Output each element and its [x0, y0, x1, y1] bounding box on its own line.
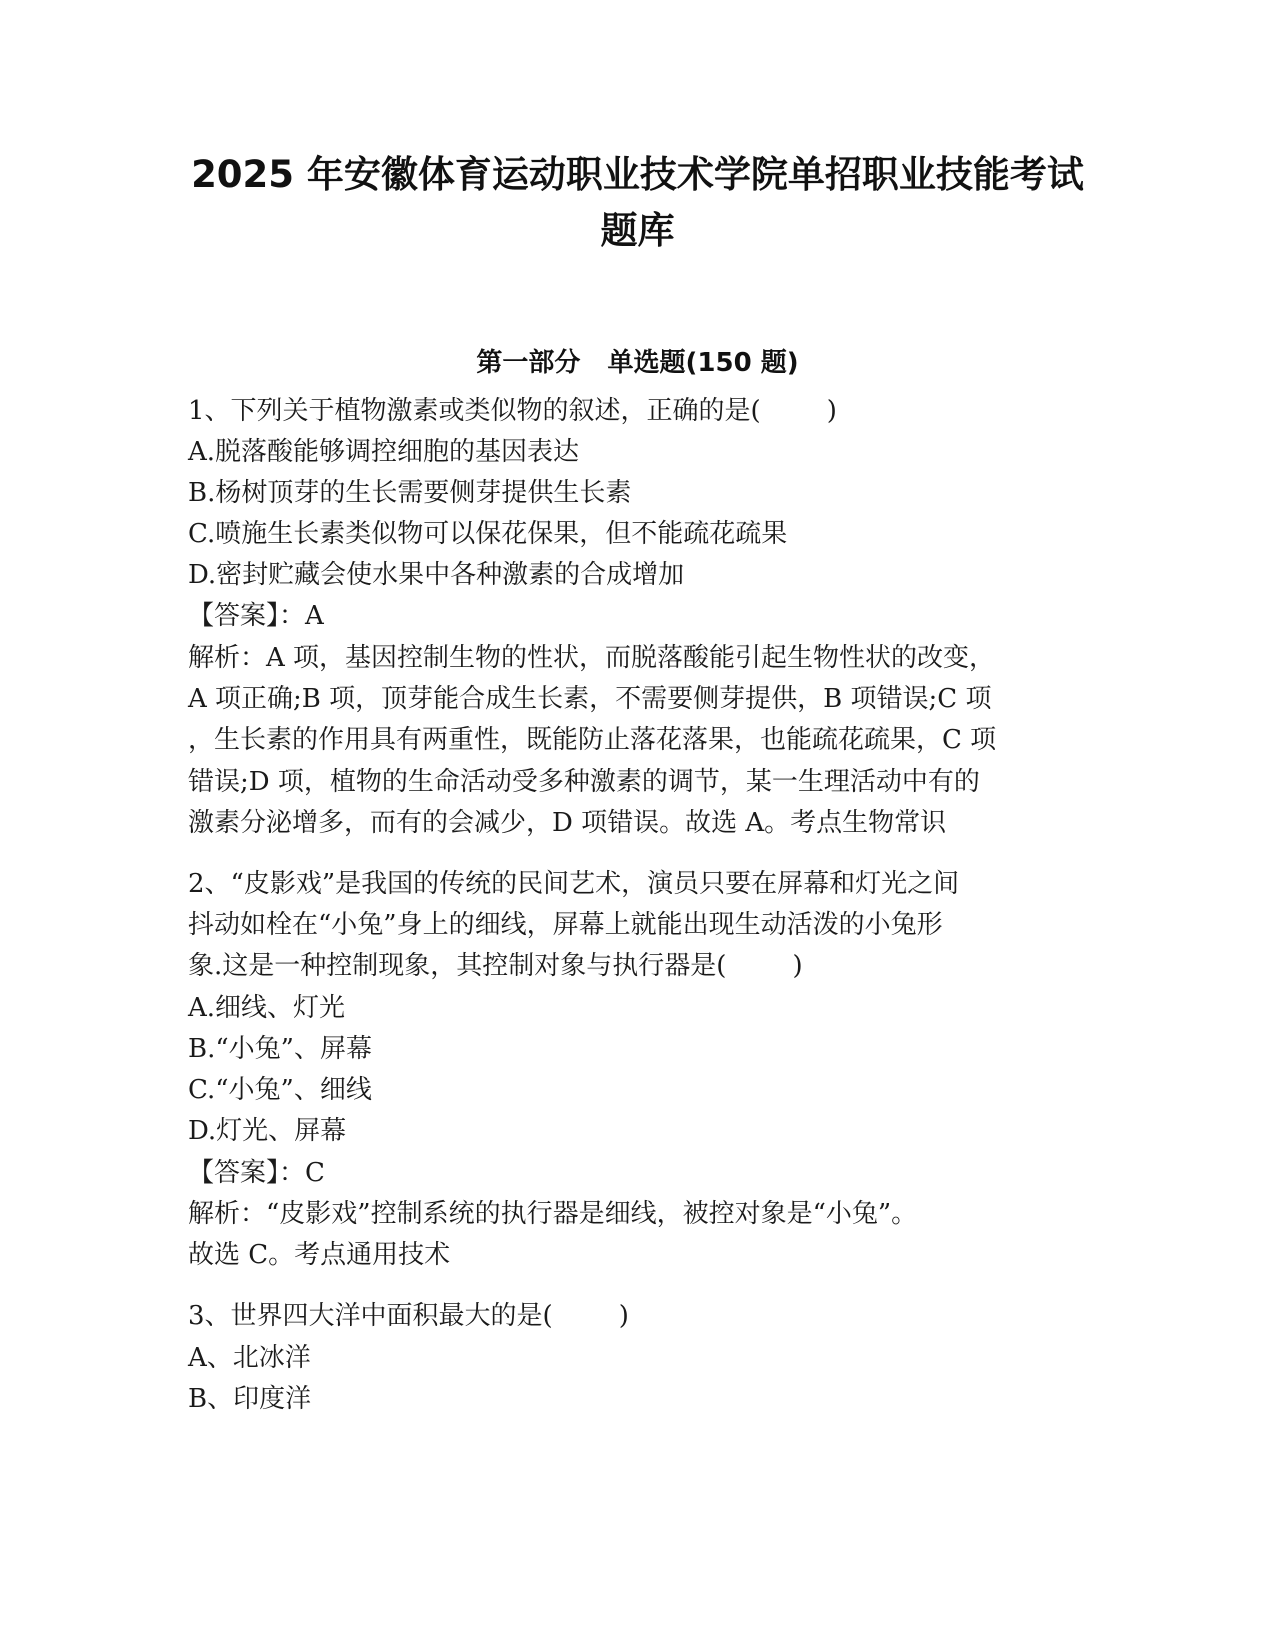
question-2-stem-line: 象.这是一种控制现象，其控制对象与执行器是( )	[188, 951, 803, 981]
question-1-analysis-line: 激素分泌增多，而有的会减少，D 项错误。故选 A。考点生物常识	[188, 808, 947, 838]
question-1-answer: 【答案】：A	[188, 601, 324, 631]
question-2-stem-line: 2、“皮影戏”是我国的传统的民间艺术，演员只要在屏幕和灯光之间	[188, 869, 960, 899]
question-2-option-d: D.灯光、屏幕	[188, 1116, 347, 1146]
question-2-analysis-line: 故选 C。考点通用技术	[188, 1240, 451, 1270]
question-2-option-c: C.“小兔”、细线	[188, 1075, 372, 1105]
question-1-stem: 1、下列关于植物激素或类似物的叙述，正确的是( )	[188, 396, 837, 426]
question-3-option-b: B、印度洋	[188, 1384, 312, 1414]
question-1-option-a: A.脱落酸能够调控细胞的基因表达	[188, 437, 580, 467]
question-1-option-d: D.密封贮藏会使水果中各种激素的合成增加	[188, 560, 685, 590]
question-1-option-b: B.杨树顶芽的生长需要侧芽提供生长素	[188, 478, 632, 508]
section-heading: 第一部分 单选题(150 题)	[476, 348, 799, 378]
question-1-analysis-line: 错误;D 项，植物的生命活动受多种激素的调节，某一生理活动中有的	[188, 767, 980, 797]
question-2-option-a: A.细线、灯光	[188, 993, 346, 1023]
document-title-line-2: 题库	[600, 209, 675, 252]
question-1-analysis-line: ，生长素的作用具有两重性，既能防止落花落果，也能疏花疏果，C 项	[188, 725, 997, 755]
question-2-option-b: B.“小兔”、屏幕	[188, 1034, 372, 1064]
question-3-option-a: A、北冰洋	[188, 1343, 311, 1373]
question-2-analysis-line: 解析：“皮影戏”控制系统的执行器是细线，被控对象是“小兔”。	[188, 1199, 918, 1229]
question-1-analysis-line: 解析：A 项，基因控制生物的性状，而脱落酸能引起生物性状的改变，	[188, 643, 996, 673]
question-2-answer: 【答案】：C	[188, 1158, 325, 1188]
question-1-analysis-line: A 项正确;B 项，顶芽能合成生长素，不需要侧芽提供，B 项错误;C 项	[188, 684, 992, 714]
question-2-stem-line: 抖动如栓在“小兔”身上的细线，屏幕上就能出现生动活泼的小兔形	[188, 910, 943, 940]
question-3-stem: 3、世界四大洋中面积最大的是( )	[188, 1301, 629, 1331]
document-title-line-1: 2025 年安徽体育运动职业技术学院单招职业技能考试	[191, 153, 1084, 196]
question-1-option-c: C.喷施生长素类似物可以保花保果，但不能疏花疏果	[188, 519, 788, 549]
